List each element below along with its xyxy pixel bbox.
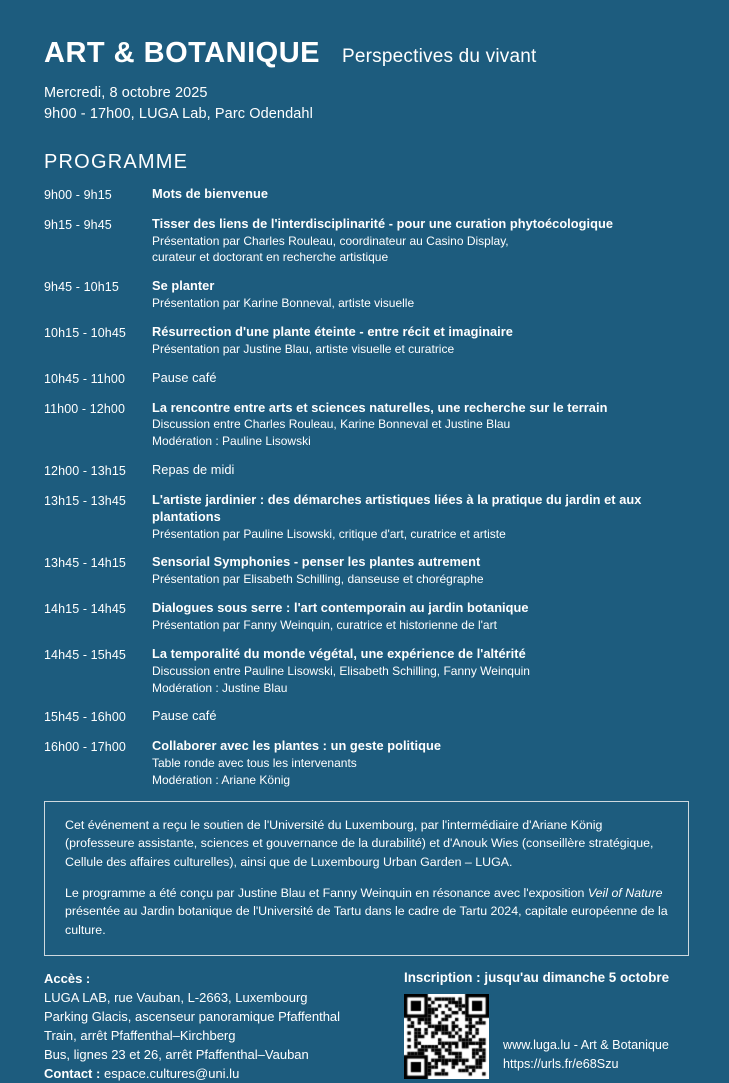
programme-item bbox=[44, 324, 689, 358]
programme-item-detail: Présentation par Elisabeth Schilling, danseuse et chorégraphe bbox=[152, 572, 484, 587]
programme-item-title: Collaborer avec les plantes : un geste politique bbox=[152, 738, 441, 754]
programme-item-time: 16h00 - 17h00 bbox=[44, 740, 126, 755]
programme-item-time: 14h45 - 15h45 bbox=[44, 647, 126, 662]
programme-item-detail: Discussion entre Pauline Lisowski, Elisabeth Schilling, Fanny Weinquin bbox=[152, 663, 530, 678]
programme-item-time: 9h00 - 9h15 bbox=[44, 187, 112, 202]
event-date: Mercredi, 8 octobre 2025 bbox=[44, 84, 208, 101]
programme-item-body bbox=[152, 186, 689, 204]
header bbox=[44, 38, 689, 70]
programme-item-detail: Modération : Ariane König bbox=[152, 772, 291, 787]
programme-item-title: Mots de bienvenue bbox=[152, 185, 269, 201]
programme-item-title: Sensorial Symphonies - penser les plantes autrement bbox=[152, 554, 481, 570]
programme-item-body bbox=[152, 708, 689, 726]
access-line: Train, arrêt Pfaffenthal–Kirchberg bbox=[44, 1027, 236, 1043]
programme-item-body bbox=[152, 738, 689, 788]
programme-item bbox=[44, 600, 689, 634]
qr-row bbox=[404, 994, 689, 1079]
contact-email[interactable]: espace.cultures@uni.lu bbox=[103, 1065, 240, 1081]
contact-line bbox=[44, 1065, 399, 1083]
programme-item-time: 15h45 - 16h00 bbox=[44, 710, 126, 725]
programme-item-detail: Présentation par Fanny Weinquin, curatrice et historienne de l'art bbox=[152, 618, 497, 633]
footer bbox=[44, 970, 689, 1083]
programme-item-title: Dialogues sous serre : l'art contemporain au jardin botanique bbox=[152, 600, 529, 616]
programme-item bbox=[44, 646, 689, 696]
inscription-block bbox=[399, 970, 689, 1083]
programme-item-time: 13h15 - 13h45 bbox=[44, 493, 126, 508]
access-title: Accès : bbox=[44, 971, 91, 987]
inscription-title: Inscription : jusqu'au dimanche 5 octobre bbox=[404, 970, 670, 986]
access-block bbox=[44, 970, 399, 1083]
support-note bbox=[44, 801, 689, 957]
event-time-place: 9h00 - 17h00, LUGA Lab, Parc Odendahl bbox=[44, 105, 313, 122]
programme-item-detail: Présentation par Charles Rouleau, coordinateur au Casino Display, bbox=[152, 233, 509, 248]
website-link[interactable]: www.luga.lu - Art & Botanique bbox=[503, 1038, 669, 1053]
programme-item-time: 9h15 - 9h45 bbox=[44, 217, 112, 232]
access-line: Bus, lignes 23 et 26, arrêt Pfaffenthal–Vauban bbox=[44, 1046, 309, 1062]
programme-item-detail: Modération : Pauline Lisowski bbox=[152, 434, 311, 449]
programme-item-detail: Présentation par Pauline Lisowski, critique d'art, curatrice et artiste bbox=[152, 526, 506, 541]
support-paragraph-1: Cet événement a reçu le soutien de l'Université du Luxembourg, par l'intermédiaire d'Ariane König (professeure assistante, sciences et gouvernance de la durabilité) et d'Anouk Wies (conseillère stratégique, Cellule des affaires culturelles), ainsi que de Luxembourg Urban Garden – LUGA. bbox=[65, 817, 654, 869]
support-p2-after: présentée au Jardin botanique de l'Université de Tartu dans le cadre de Tartu 2024, capitale européenne de la culture. bbox=[65, 904, 668, 937]
programme-item bbox=[44, 216, 689, 266]
qr-links bbox=[489, 994, 669, 1073]
programme-item-time: 9h45 - 10h15 bbox=[44, 280, 119, 295]
access-lines bbox=[44, 989, 399, 1064]
programme-item-detail: curateur et doctorant en recherche artistique bbox=[152, 250, 389, 265]
programme-list bbox=[44, 186, 689, 789]
programme-item-body bbox=[152, 462, 689, 480]
programme-item-body bbox=[152, 400, 689, 450]
programme-item-detail: Présentation par Karine Bonneval, artiste visuelle bbox=[152, 296, 415, 311]
programme-item-body bbox=[152, 492, 689, 543]
programme-item-body bbox=[152, 216, 689, 266]
programme-item-body bbox=[152, 600, 689, 634]
programme-item bbox=[44, 492, 689, 543]
programme-item-title: Pause café bbox=[152, 369, 217, 385]
contact-label: Contact : bbox=[44, 1065, 101, 1081]
page-title: ART & BOTANIQUE bbox=[44, 37, 321, 69]
programme-item-detail: Discussion entre Charles Rouleau, Karine Bonneval et Justine Blau bbox=[152, 417, 511, 432]
programme-item-title: Tisser des liens de l'interdisciplinarité - pour une curation phytoécologique bbox=[152, 215, 614, 231]
programme-item-detail: Modération : Justine Blau bbox=[152, 680, 288, 695]
programme-item-title: L'artiste jardinier : des démarches artistiques liées à la pratique du jardin et aux plantations bbox=[152, 491, 642, 524]
programme-item-time: 11h00 - 12h00 bbox=[44, 401, 125, 416]
programme-item-time: 12h00 - 13h15 bbox=[44, 464, 126, 479]
programme-item-title: Se planter bbox=[152, 278, 215, 294]
programme-item bbox=[44, 708, 689, 726]
programme-item bbox=[44, 278, 689, 312]
programme-item-title: Résurrection d'une plante éteinte - entre récit et imaginaire bbox=[152, 323, 513, 339]
programme-item bbox=[44, 370, 689, 388]
programme-item-title: Pause café bbox=[152, 708, 217, 724]
programme-item-detail: Table ronde avec tous les intervenants bbox=[152, 756, 357, 771]
access-line: LUGA LAB, rue Vauban, L-2663, Luxembourg bbox=[44, 990, 308, 1006]
programme-item bbox=[44, 400, 689, 450]
registration-link[interactable]: https://urls.fr/e68Szu bbox=[503, 1056, 619, 1071]
programme-item-title: Repas de midi bbox=[152, 462, 235, 478]
support-paragraph-2 bbox=[65, 884, 668, 940]
programme-item bbox=[44, 738, 689, 788]
programme-item-time: 10h45 - 11h00 bbox=[44, 371, 125, 386]
programme-heading: PROGRAMME bbox=[44, 150, 189, 173]
exhibition-title: Veil of Nature bbox=[587, 885, 663, 900]
programme-item-body bbox=[152, 324, 689, 358]
support-p2-before: Le programme a été conçu par Justine Blau et Fanny Weinquin en résonance avec l'exposition bbox=[65, 885, 588, 900]
programme-item-time: 10h15 - 10h45 bbox=[44, 325, 126, 340]
programme-item-body bbox=[152, 278, 689, 312]
programme-item-body bbox=[152, 646, 689, 696]
programme-item bbox=[44, 554, 689, 588]
programme-item-body bbox=[152, 554, 689, 588]
programme-item bbox=[44, 186, 689, 204]
programme-item-title: La rencontre entre arts et sciences naturelles, une recherche sur le terrain bbox=[152, 399, 608, 415]
programme-item-title: La temporalité du monde végétal, une expérience de l'altérité bbox=[152, 645, 526, 661]
programme-item-time: 13h45 - 14h15 bbox=[44, 556, 126, 571]
programme-item-time: 14h15 - 14h45 bbox=[44, 602, 126, 617]
access-line: Parking Glacis, ascenseur panoramique Pfaffenthal bbox=[44, 1009, 341, 1025]
programme-item-detail: Présentation par Justine Blau, artiste visuelle et curatrice bbox=[152, 341, 455, 356]
event-date-block bbox=[44, 83, 689, 125]
page-subtitle: Perspectives du vivant bbox=[342, 46, 537, 67]
programme-item-body bbox=[152, 370, 689, 388]
programme-item bbox=[44, 462, 689, 480]
qr-code-icon[interactable] bbox=[404, 994, 489, 1079]
